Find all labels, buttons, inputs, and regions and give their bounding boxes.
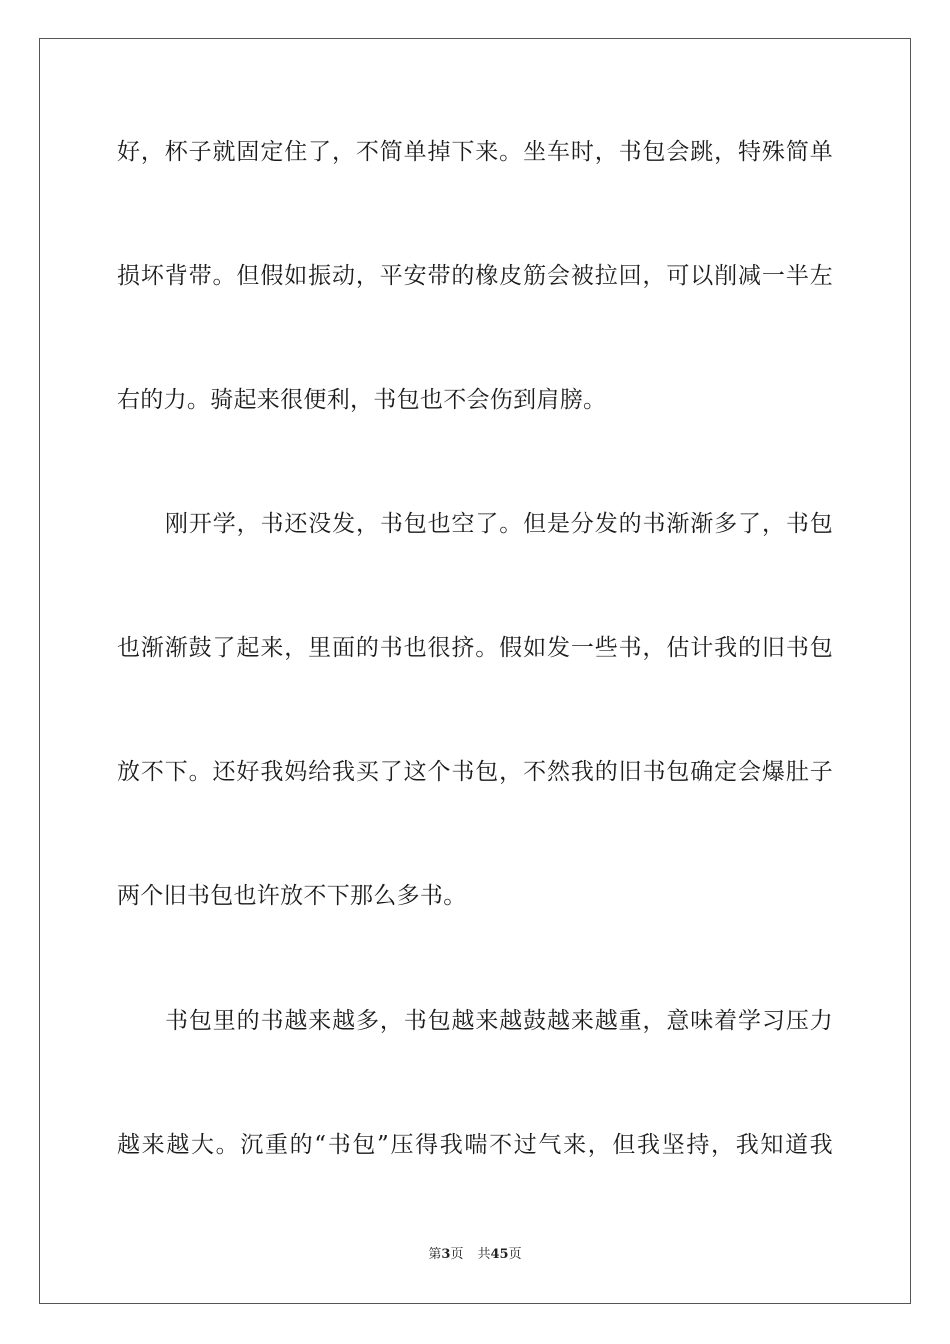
text-line: 也渐渐鼓了起来，里面的书也很挤。假如发一些书，估计我的旧书包 [117,635,833,661]
text-line: 两个旧书包也许放不下那么多书。 [117,883,467,909]
text-line: 右的力。骑起来很便利，书包也不会伤到肩膀。 [117,387,607,413]
total-suffix: 页 [508,1247,522,1262]
paragraph-first-line: 书包里的书越来越多，书包越来越鼓越来越重，意味着学习压力 [165,1008,833,1034]
text-line: 越来越大。沉重的“书包”压得我喘不过气来，但我坚持，我知道我 [117,1132,833,1158]
page-border [39,38,911,1304]
total-pages: 45 [490,1247,509,1262]
page-footer [0,1246,950,1264]
text-line: 放不下。还好我妈给我买了这个书包，不然我的旧书包确定会爆肚子 [117,759,833,785]
page-prefix: 第 [428,1247,442,1262]
page-number: 3 [441,1247,451,1262]
total-prefix: 共 [477,1247,491,1262]
text-line: 损坏背带。但假如振动，平安带的橡皮筋会被拉回，可以削减一半左 [117,263,833,289]
text-line: 好，杯子就固定住了，不简单掉下来。坐车时，书包会跳，特殊简单 [117,139,833,165]
paragraph-first-line: 刚开学，书还没发，书包也空了。但是分发的书渐渐多了，书包 [165,511,833,537]
page-suffix: 页 [450,1247,464,1262]
